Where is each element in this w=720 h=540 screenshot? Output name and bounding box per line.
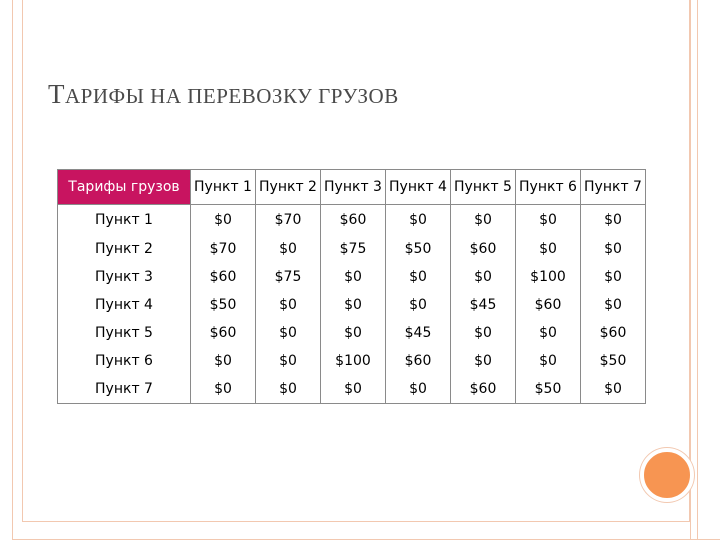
table-cell: $0 (191, 205, 256, 236)
table-cell: $70 (256, 205, 321, 236)
title-first-letter: Т (48, 79, 65, 109)
table-cell: $50 (386, 235, 451, 263)
table-body (58, 205, 646, 404)
table-row (58, 263, 646, 291)
table-cell: $60 (191, 319, 256, 347)
table-cell: $50 (191, 291, 256, 319)
table-cell: $50 (516, 375, 581, 404)
table-cell: $0 (256, 375, 321, 404)
table-cell: $75 (256, 263, 321, 291)
column-header: Пункт 6 (516, 170, 581, 205)
table-cell: $0 (581, 375, 646, 404)
table-row (58, 375, 646, 404)
table-row (58, 235, 646, 263)
table-cell: $60 (516, 291, 581, 319)
slide-frame-right (690, 0, 720, 540)
table-corner-header: Тарифы грузов (58, 170, 191, 205)
table-cell: $0 (321, 291, 386, 319)
tariff-table (57, 169, 646, 404)
table-cell: $60 (386, 347, 451, 375)
table-cell: $60 (581, 319, 646, 347)
table-row (58, 205, 646, 236)
table-cell: $0 (386, 291, 451, 319)
table-cell: $0 (321, 263, 386, 291)
table-cell: $0 (516, 235, 581, 263)
column-header: Пункт 3 (321, 170, 386, 205)
row-label: Пункт 1 (58, 205, 191, 236)
table-cell: $70 (191, 235, 256, 263)
table-cell: $0 (256, 291, 321, 319)
table-cell: $0 (451, 205, 516, 236)
table-cell: $60 (321, 205, 386, 236)
table-cell: $0 (581, 235, 646, 263)
table-cell: $0 (256, 347, 321, 375)
table-row (58, 291, 646, 319)
title-rest: АРИФЫ НА ПЕРЕВОЗКУ ГРУЗОВ (65, 84, 399, 108)
table-cell: $0 (256, 235, 321, 263)
table-cell: $0 (581, 205, 646, 236)
table-cell: $0 (451, 263, 516, 291)
table-cell: $0 (451, 347, 516, 375)
slide-title (48, 74, 399, 111)
table-cell: $60 (451, 375, 516, 404)
table-row (58, 347, 646, 375)
table-cell: $0 (321, 319, 386, 347)
table-cell: $0 (386, 375, 451, 404)
row-label: Пункт 7 (58, 375, 191, 404)
table-cell: $60 (191, 263, 256, 291)
table-cell: $60 (451, 235, 516, 263)
table-cell: $0 (191, 347, 256, 375)
table-cell: $0 (451, 319, 516, 347)
column-header: Пункт 1 (191, 170, 256, 205)
row-label: Пункт 3 (58, 263, 191, 291)
table-cell: $0 (516, 319, 581, 347)
table-header-row (58, 170, 646, 205)
table-cell: $50 (581, 347, 646, 375)
table-cell: $0 (191, 375, 256, 404)
slide-frame-right-line (697, 0, 698, 540)
column-header: Пункт 4 (386, 170, 451, 205)
table-cell: $0 (386, 205, 451, 236)
column-header: Пункт 2 (256, 170, 321, 205)
table-cell: $45 (451, 291, 516, 319)
table-cell: $0 (516, 205, 581, 236)
row-label: Пункт 6 (58, 347, 191, 375)
table-cell: $100 (321, 347, 386, 375)
table-cell: $0 (516, 347, 581, 375)
table-cell: $0 (256, 319, 321, 347)
row-label: Пункт 2 (58, 235, 191, 263)
table-row (58, 319, 646, 347)
row-label: Пункт 5 (58, 319, 191, 347)
table-cell: $0 (386, 263, 451, 291)
table-cell: $0 (581, 263, 646, 291)
table-cell: $75 (321, 235, 386, 263)
column-header: Пункт 5 (451, 170, 516, 205)
table-cell: $0 (581, 291, 646, 319)
table-cell: $45 (386, 319, 451, 347)
table-cell: $100 (516, 263, 581, 291)
column-header: Пункт 7 (581, 170, 646, 205)
table-cell: $0 (321, 375, 386, 404)
row-label: Пункт 4 (58, 291, 191, 319)
decorative-circle (640, 448, 694, 502)
